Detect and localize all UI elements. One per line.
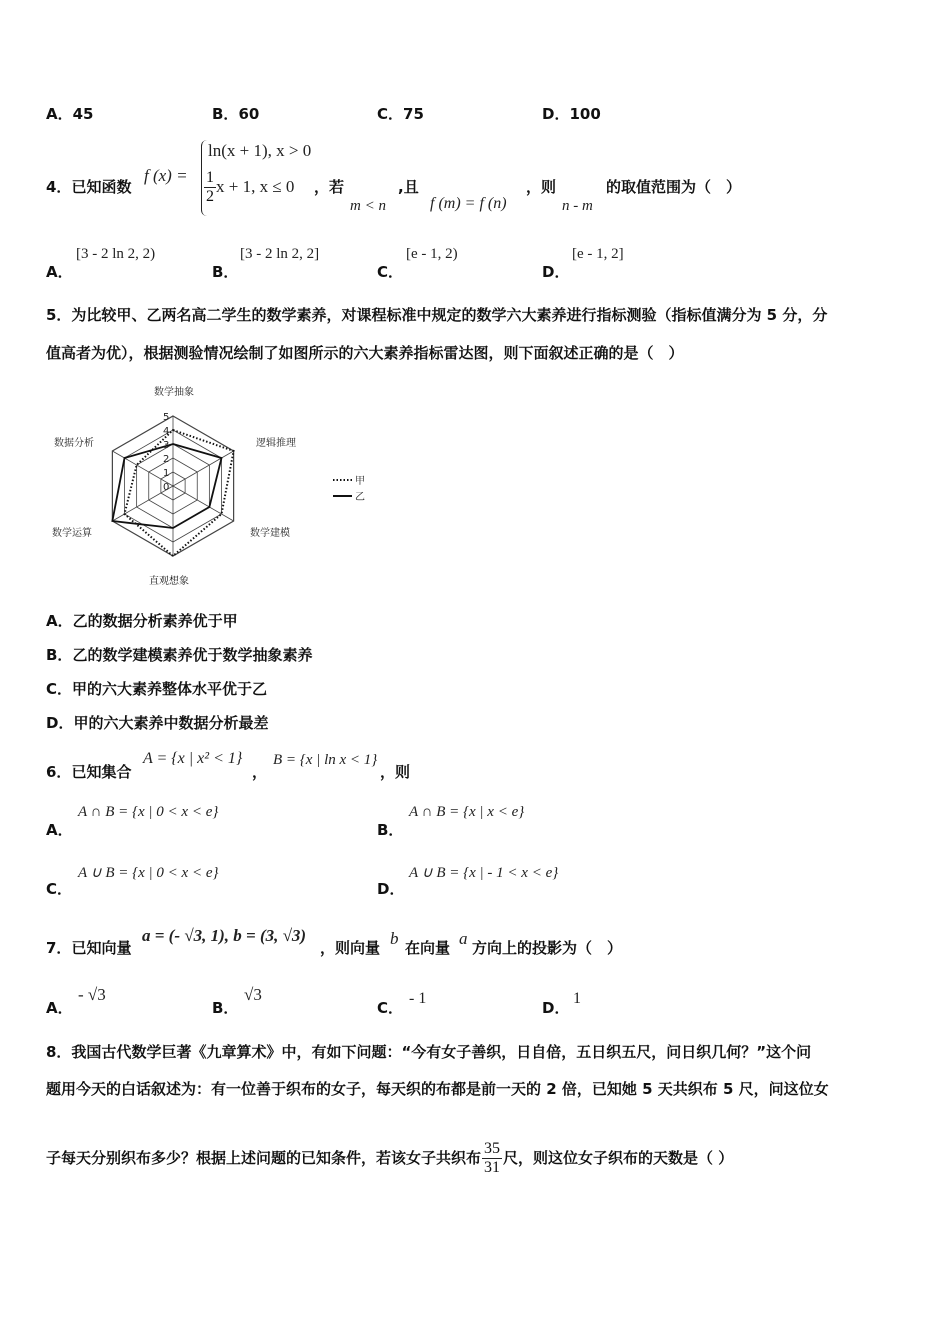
q4-condition-m-lt-n: m < n xyxy=(350,198,386,214)
radar-tick-label: 2 xyxy=(163,454,170,465)
q7-mid2: 在向量 xyxy=(405,939,451,957)
radar-axis-label: 数学抽象 xyxy=(154,387,194,398)
radar-spoke-3 xyxy=(173,486,234,521)
q3-option-b: B．60 xyxy=(212,105,260,123)
q6-option-d-value: A ∪ B = {x | - 1 < x < e} xyxy=(409,865,559,881)
q7-option-d-label: D． xyxy=(542,999,570,1017)
radar-tick-label: 1 xyxy=(163,468,170,479)
q5-option-d: D．甲的六大素养中数据分析最差 xyxy=(46,714,269,732)
q5-line2: 值高者为优），根据测验情况绘制了如图所示的六大素养指标雷达图，则下面叙述正确的是（ ） xyxy=(46,344,684,362)
radar-spoke-2 xyxy=(173,451,234,486)
q4-ruo: ，若 xyxy=(314,178,345,196)
radar-axis-label: 数据分析 xyxy=(54,438,94,449)
q6-comma: ， xyxy=(252,763,268,781)
q4-expression: n - m xyxy=(562,198,593,214)
q7-option-c-value: - 1 xyxy=(409,990,427,1007)
q6-option-d-label: D． xyxy=(377,880,405,898)
q8-line3-pre: 子每天分别织布多少？根据上述问题的已知条件，若该女子共织布 xyxy=(46,1149,482,1167)
q4-option-a-value: [3 - 2 ln 2, 2) xyxy=(76,246,156,262)
q7-option-b-value: √3 xyxy=(244,985,262,1004)
radar-tick-label: 5 xyxy=(163,412,170,423)
q7-option-c-label: C． xyxy=(377,999,404,1017)
q7-mid1: ，则向量 xyxy=(320,939,381,957)
q7-tail: 方向上的投影为（ ） xyxy=(472,939,623,957)
q7-option-a-value: - √3 xyxy=(78,985,106,1004)
q8-line3 xyxy=(46,1140,733,1177)
q4-case2: $\frac{1}{2}$ x + 1, x ≤ 0 xyxy=(206,169,295,205)
q4-option-c-value: [e - 1, 2) xyxy=(406,246,458,262)
q6-lead: 6．已知集合 xyxy=(46,763,132,781)
q5-option-c: C．甲的六大素养整体水平优于乙 xyxy=(46,680,268,698)
q6-option-b-label: B． xyxy=(377,821,404,839)
q4-option-b-value: [3 - 2 ln 2, 2] xyxy=(240,246,320,262)
q7-vectors: a = (- √3, 1), b = (3, √3) xyxy=(142,926,307,945)
q8-line3-post: 尺，则这位女子织布的天数是（ ） xyxy=(503,1149,734,1167)
q6-tail: ，则 xyxy=(380,763,411,781)
q3-option-d: D．100 xyxy=(542,105,601,123)
radar-axis-label: 数学运算 xyxy=(52,528,92,539)
radar-axis-label: 直观想象 xyxy=(149,576,189,587)
q6-option-a-label: A． xyxy=(46,821,73,839)
q7-vector-b: b xyxy=(390,929,399,948)
q7-option-d-value: 1 xyxy=(573,990,581,1007)
legend-label: 乙 xyxy=(355,492,365,503)
q5-options xyxy=(46,604,312,740)
q4-ze: ，则 xyxy=(526,178,557,196)
radar-chart xyxy=(46,380,376,590)
q4-fx: f (x) = xyxy=(144,166,188,185)
q7-vector-a: a xyxy=(459,929,468,948)
q3-option-a: A．45 xyxy=(46,105,94,123)
q5-option-a: A．乙的数据分析素养优于甲 xyxy=(46,612,238,630)
q6-set-a: A = {x | x² < 1} xyxy=(143,750,243,767)
radar-axis-label: 数学建模 xyxy=(250,528,290,539)
radar-labels xyxy=(52,385,296,587)
q6-set-b: B = {x | ln x < 1} xyxy=(273,752,378,768)
legend-label: 甲 xyxy=(355,476,365,487)
q7-option-a-label: A． xyxy=(46,999,73,1017)
q4-option-d-value: [e - 1, 2] xyxy=(572,246,624,262)
q4-option-c-label: C． xyxy=(377,263,404,281)
q7-lead: 7．已知向量 xyxy=(46,939,132,957)
q4-option-d-label: D． xyxy=(542,263,570,281)
q4-tail: 的取值范围为（ ） xyxy=(606,178,742,196)
radar-axis-label: 逻辑推理 xyxy=(256,438,296,449)
q4-option-b-label: B． xyxy=(212,263,239,281)
radar-tick-label: 0 xyxy=(163,482,170,493)
q4-qie: ,且 xyxy=(398,178,419,196)
q4-lead: 4．已知函数 xyxy=(46,178,132,196)
radar-legend xyxy=(333,475,365,503)
q8-line2: 题用今天的白话叙述为：有一位善于织布的女子，每天织的布都是前一天的 2 倍，已知她 5 天共织布 5 尺，问这位女 xyxy=(46,1080,829,1098)
q5-option-b: B．乙的数学建模素养优于数学抽象素养 xyxy=(46,646,313,664)
q6-option-c-label: C． xyxy=(46,880,73,898)
radar-tick-label: 4 xyxy=(163,426,170,437)
q5-line1: 5．为比较甲、乙两名高二学生的数学素养，对课程标准中规定的数学六大素养进行指标测验（指标值满分为 5 分，分 xyxy=(46,306,828,324)
q6-option-c-value: A ∪ B = {x | 0 < x < e} xyxy=(78,865,219,881)
q3-option-c: C．75 xyxy=(377,105,424,123)
q8-fraction: $\frac{35}{31}$ xyxy=(484,1140,501,1176)
radar-tick-label: 3 xyxy=(163,440,170,451)
q4-case1: ln(x + 1), x > 0 xyxy=(208,141,312,160)
q4-condition-fm-fn: f (m) = f (n) xyxy=(430,195,507,212)
q8-line1: 8．我国古代数学巨著《九章算术》中，有如下问题：“今有女子善织，日自倍，五日织五尺，问日织几何？”这个问 xyxy=(46,1043,812,1061)
q4-option-a-label: A． xyxy=(46,263,73,281)
q7-option-b-label: B． xyxy=(212,999,239,1017)
q6-option-a-value: A ∩ B = {x | 0 < x < e} xyxy=(78,804,219,820)
q6-option-b-value: A ∩ B = {x | x < e} xyxy=(409,804,525,820)
